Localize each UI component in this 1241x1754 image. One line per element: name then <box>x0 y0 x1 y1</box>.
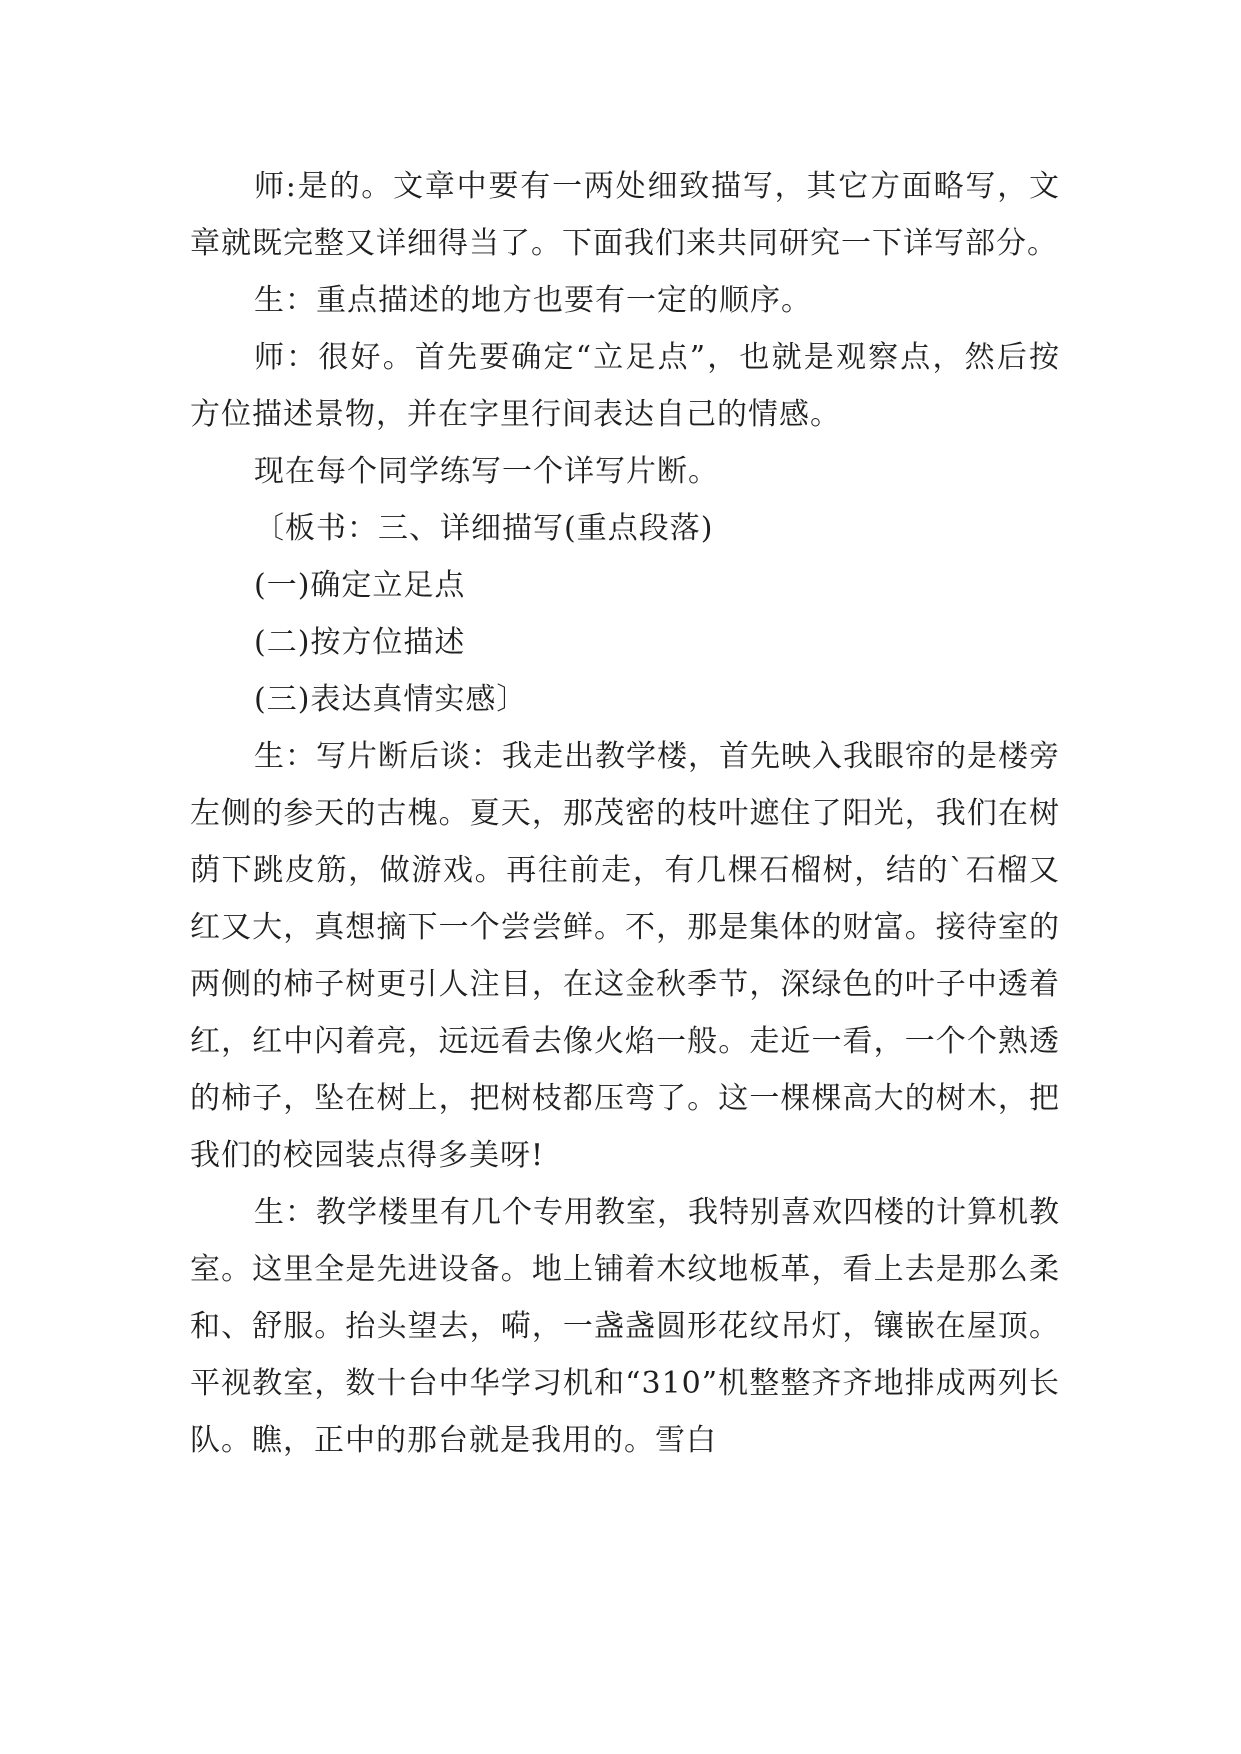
document-body <box>190 158 1060 1469</box>
blackboard-heading: 〔板书：三、详细描写(重点段落) <box>254 511 714 546</box>
paragraph-student-order: 生：重点描述的地方也要有一定的顺序。 <box>254 283 812 318</box>
paragraph-student-computer-room: 生：教学楼里有几个专用教室，我特别喜欢四楼的计算机教室。这里全是先进设备。地上铺着木纹地板革，看上去是那么柔和、舒服。抬头望去，嗬，一盏盏圆形花纹吊灯，镶嵌在屋顶。平视教室，数十台中华学习机和“310”机整整齐齐地排成两列长队。瞧，正中的那台就是我用的。雪白 <box>190 1195 1060 1458</box>
blackboard-item-1: (一)确定立足点 <box>254 568 466 603</box>
paragraph-teacher-detail: 师:是的。文章中要有一两处细致描写，其它方面略写，文章就既完整又详细得当了。下面我们来共同研究一下详写部分。 <box>190 169 1060 261</box>
paragraph-practice-instruction: 现在每个同学练写一个详写片断。 <box>254 454 719 489</box>
blackboard-item-2: (二)按方位描述 <box>254 625 466 660</box>
paragraph-teacher-standpoint: 师：很好。首先要确定“立足点”，也就是观察点，然后按方位描述景物，并在字里行间表达自己的情感。 <box>190 340 1060 432</box>
blackboard-item-3: (三)表达真情实感〕 <box>254 682 528 717</box>
paragraph-student-trees: 生：写片断后谈：我走出教学楼，首先映入我眼帘的是楼旁左侧的参天的古槐。夏天，那茂密的枝叶遮住了阳光，我们在树荫下跳皮筋，做游戏。再往前走，有几棵石榴树，结的`石榴又红又大，真想摘下一个尝尝鲜。不，那是集体的财富。接待室的两侧的柿子树更引人注目，在这金秋季节，深绿色的叶子中透着红，红中闪着亮，远远看去像火焰一般。走近一看，一个个熟透的柿子，坠在树上，把树枝都压弯了。这一棵棵高大的树木，把我们的校园装点得多美呀! <box>190 739 1060 1173</box>
